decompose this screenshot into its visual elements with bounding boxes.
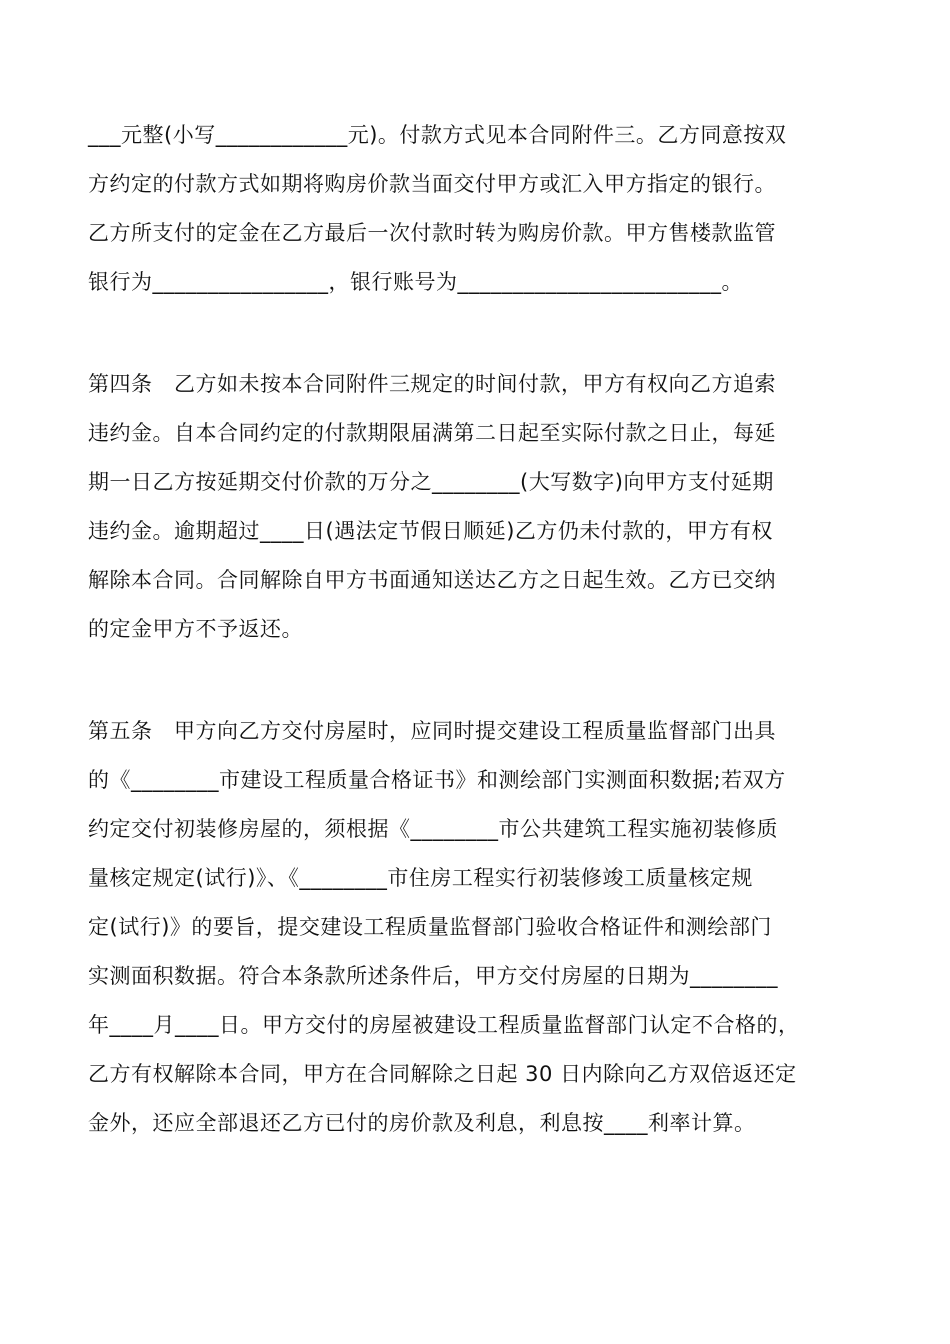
- text-line: ___元整(小写____________元)。付款方式见本合同附件三。乙方同意按双: [88, 123, 787, 147]
- text-line: 解除本合同。合同解除自甲方书面通知送达乙方之日起生效。乙方已交纳: [88, 568, 776, 592]
- text-line: 年____月____日。甲方交付的房屋被建设工程质量监督部门认定不合格的，: [88, 1013, 800, 1037]
- text-line: 乙方有权解除本合同，甲方在合同解除之日起 30 日内除向乙方双倍返还定: [88, 1062, 797, 1086]
- text-line: 实测面积数据。符合本条款所述条件后，甲方交付房屋的日期为________: [88, 964, 778, 988]
- text-line: 的《________市建设工程质量合格证书》和测绘部门实测面积数据;若双方: [88, 768, 786, 792]
- text-line: 违约金。逾期超过____日(遇法定节假日顺延)乙方仍未付款的，甲方有权: [88, 519, 773, 543]
- text-line: 违约金。自本合同约定的付款期限届满第二日起至实际付款之日止，每延: [88, 421, 776, 445]
- text-line: 方约定的付款方式如期将购房价款当面交付甲方或汇入甲方指定的银行。: [88, 172, 776, 196]
- text-line: 定(试行)》的要旨，提交建设工程质量监督部门验收合格证件和测绘部门: [88, 915, 772, 939]
- text-line: 期一日乙方按延期交付价款的万分之________(大写数字)向甲方支付延期: [88, 470, 774, 494]
- text-line: 的定金甲方不予返还。: [88, 617, 303, 641]
- paragraph-article-4: [88, 360, 878, 654]
- text-line: 第五条 甲方向乙方交付房屋时，应同时提交建设工程质量监督部门出具: [88, 719, 776, 743]
- paragraph-payment-terms: [88, 111, 878, 307]
- paragraph-article-5: [88, 707, 878, 1148]
- text-line: 第四条 乙方如未按本合同附件三规定的时间付款，甲方有权向乙方追索: [88, 372, 776, 396]
- text-line: 乙方所支付的定金在乙方最后一次付款时转为购房价款。甲方售楼款监管: [88, 221, 776, 245]
- text-line: 约定交付初装修房屋的，须根据《________市公共建筑工程实施初装修质: [88, 817, 778, 841]
- text-line: 金外，还应全部退还乙方已付的房价款及利息，利息按____利率计算。: [88, 1111, 756, 1135]
- text-line: 量核定规定(试行)》、《________市住房工程实行初装修竣工质量核定规: [88, 866, 753, 890]
- text-line: 银行为________________，银行账号为________________________。: [88, 270, 743, 294]
